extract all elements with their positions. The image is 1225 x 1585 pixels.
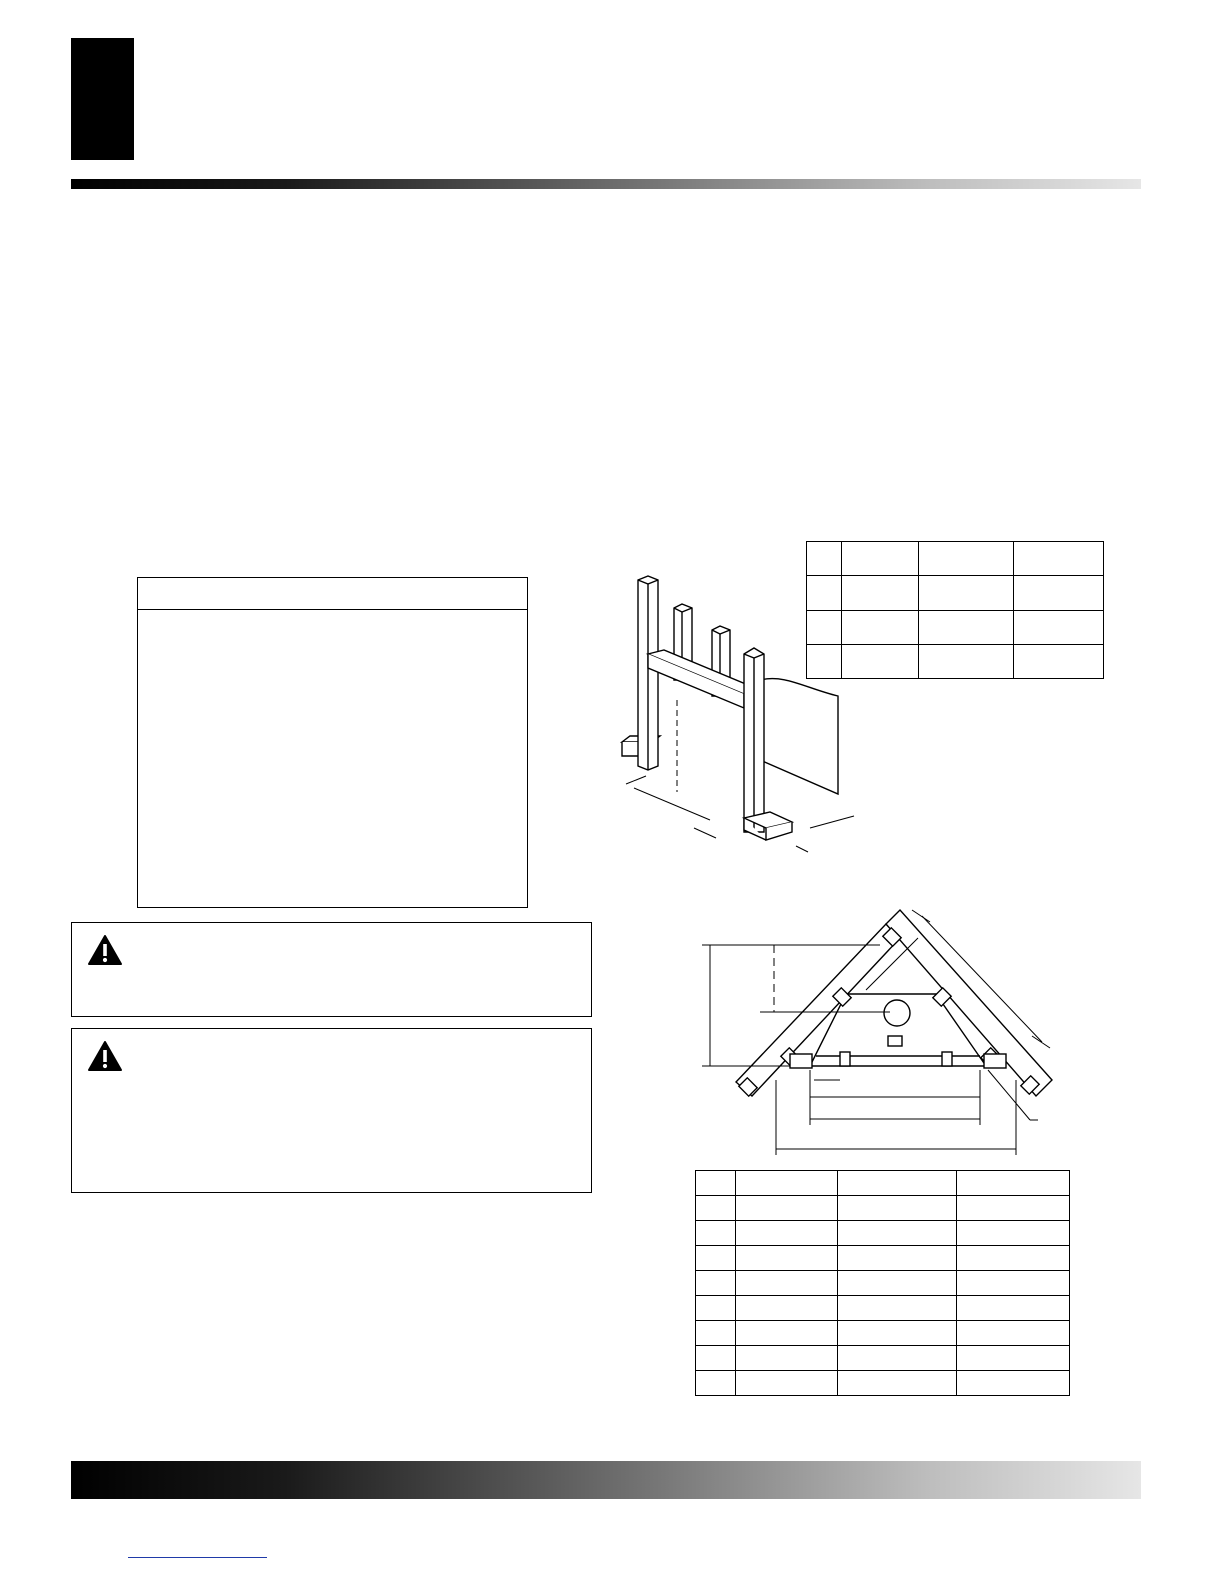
wall-framing-diagram	[600, 570, 870, 860]
roof-clearance-diagram	[690, 910, 1070, 1160]
clearance-table-2	[695, 1170, 1070, 1396]
table-row	[696, 1346, 1070, 1371]
header-gradient-rule	[71, 179, 1141, 189]
warning-box-1	[71, 922, 592, 1017]
table-row	[696, 1196, 1070, 1221]
table-row	[696, 1296, 1070, 1321]
warning-box-2	[71, 1028, 592, 1193]
table-row	[696, 1321, 1070, 1346]
page-section-tab	[71, 38, 134, 160]
footer-gradient-band	[71, 1461, 1141, 1499]
table-row	[696, 1246, 1070, 1271]
caption-box	[137, 577, 528, 908]
caption-box-header	[138, 578, 527, 610]
warning-triangle-icon	[88, 1041, 122, 1071]
table-row	[696, 1371, 1070, 1396]
table-row	[696, 1271, 1070, 1296]
footer-link[interactable]	[128, 1557, 267, 1558]
table-row	[696, 1171, 1070, 1196]
warning-triangle-icon	[88, 935, 122, 965]
table-row	[696, 1221, 1070, 1246]
